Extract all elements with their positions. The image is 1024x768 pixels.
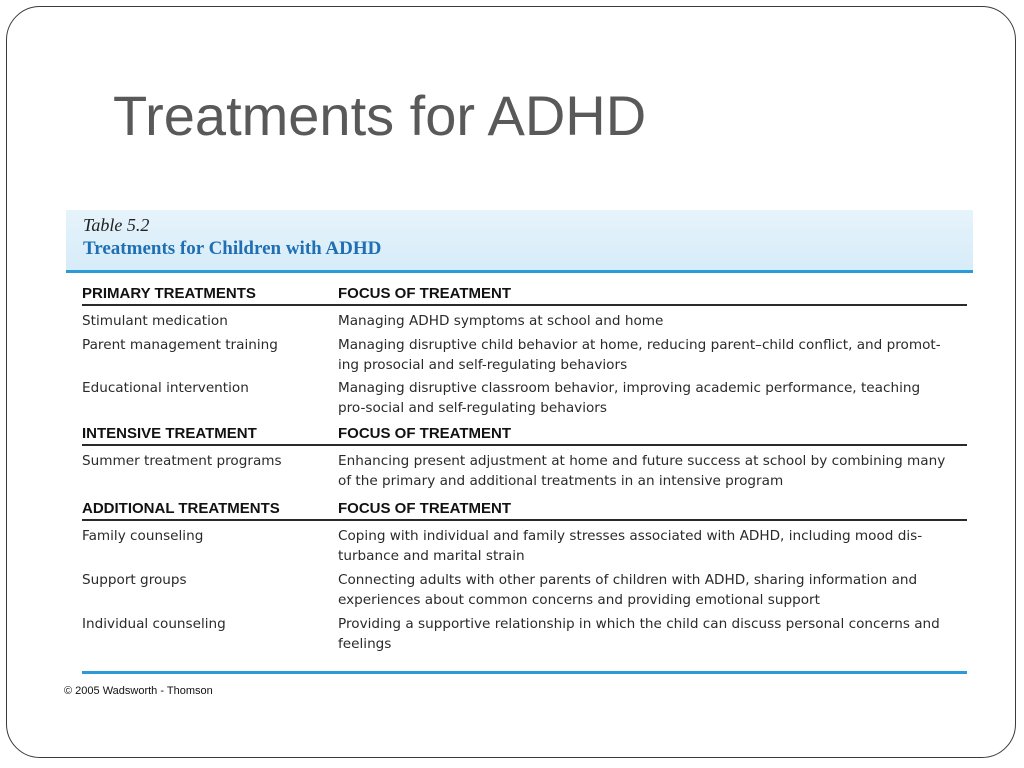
treatment-focus-line: Managing disruptive classroom behavior, improving academic performance, teaching: [338, 380, 921, 396]
table-header: [66, 210, 973, 273]
group-header-focus: FOCUS OF TREATMENT: [338, 425, 512, 442]
table-row: [82, 311, 967, 331]
treatment-focus: Managing ADHD symptoms at school and home: [338, 313, 664, 329]
treatment-name: Educational intervention: [82, 380, 249, 396]
group-header-focus: FOCUS OF TREATMENT: [338, 500, 512, 517]
treatment-focus-line: Managing disruptive child behavior at home, reducing parent–child conflict, and promot-: [338, 337, 941, 353]
table-caption: Treatments for Children with ADHD: [83, 238, 382, 259]
treatment-focus-line: ing prosocial and self-regulating behaviors: [338, 357, 628, 373]
treatment-table: [66, 210, 973, 654]
table-row: [82, 526, 967, 566]
treatment-focus-line: Enhancing present adjustment at home and future success at school by combining many: [338, 453, 946, 469]
table-bottom-rule: [82, 671, 967, 674]
treatment-focus-line: pro-social and self-regulating behaviors: [338, 400, 607, 416]
table-row: [82, 570, 967, 610]
treatment-name: Support groups: [82, 572, 187, 588]
table-row: [82, 614, 967, 654]
table-row: [82, 378, 967, 418]
group-header-additional: [82, 494, 967, 521]
group-header-label: PRIMARY TREATMENTS: [82, 285, 256, 302]
treatment-focus-line: feelings: [338, 636, 392, 652]
treatment-name: Individual counseling: [82, 616, 226, 632]
group-header-primary: [82, 279, 967, 306]
treatment-focus-line: Connecting adults with other parents of children with ADHD, sharing information and: [338, 572, 918, 588]
treatment-name: Family counseling: [82, 528, 204, 544]
copyright-notice: © 2005 Wadsworth - Thomson: [64, 685, 213, 697]
table-row: [82, 451, 967, 491]
slide-title: Treatments for ADHD: [113, 84, 647, 147]
treatment-name: Parent management training: [82, 337, 278, 353]
treatment-focus-line: experiences about common concerns and providing emotional support: [338, 592, 820, 608]
group-header-label: INTENSIVE TREATMENT: [82, 425, 257, 442]
table-number: Table 5.2: [83, 215, 150, 235]
treatment-name: Summer treatment programs: [82, 453, 282, 469]
treatment-focus-line: of the primary and additional treatments in an intensive program: [338, 473, 784, 489]
group-header-label: ADDITIONAL TREATMENTS: [82, 500, 280, 517]
treatment-focus-line: Coping with individual and family stresses associated with ADHD, including mood dis-: [338, 528, 923, 544]
group-header-intensive: [82, 419, 967, 446]
table-row: [82, 335, 967, 375]
group-header-focus: FOCUS OF TREATMENT: [338, 285, 512, 302]
treatment-focus-line: Providing a supportive relationship in which the child can discuss personal concerns and: [338, 616, 940, 632]
treatment-name: Stimulant medication: [82, 313, 228, 329]
treatment-focus-line: turbance and marital strain: [338, 548, 525, 564]
table-body: [66, 279, 973, 654]
